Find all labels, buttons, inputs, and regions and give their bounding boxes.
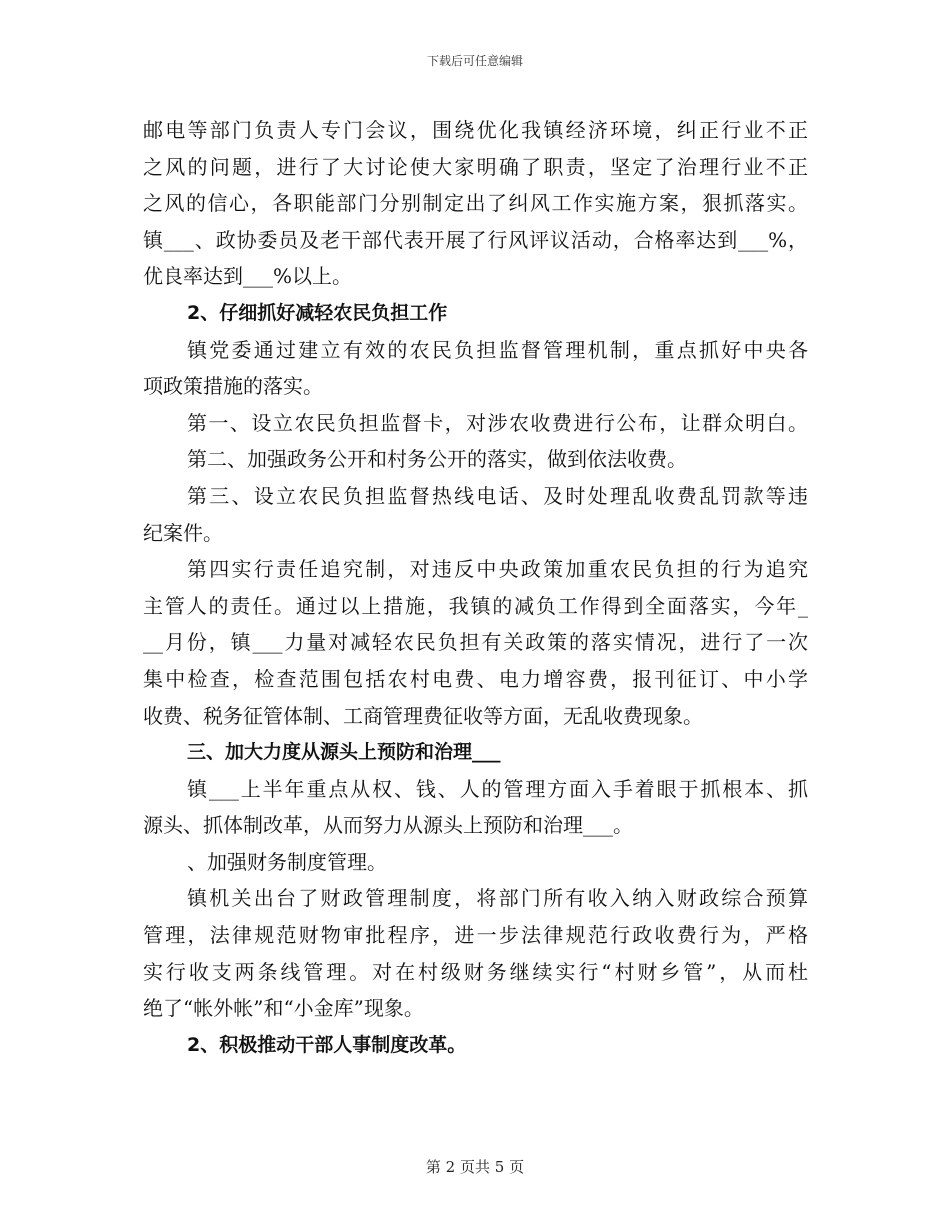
body-line: 源头、抓体制改革，从而努力从源头上预防和治理___。 [143, 813, 633, 838]
body-line: 第四实行责任追究制，对违反中央政策加重农民负担的行为追究 [187, 557, 808, 582]
section-heading: 2、仔细抓好减轻农民负担工作 [187, 301, 448, 324]
body-line: 集中检查，检查范围包括农村电费、电力增容费，报刊征订、中小学 [143, 666, 808, 691]
body-line: 镇___、政协委员及老干部代表开展了行风评议活动，合格率达到___%， [143, 227, 808, 252]
section-heading: 2、积极推动干部人事制度改革。 [187, 1033, 467, 1056]
page-header: 下载后可任意编辑 [426, 54, 523, 68]
body-line: 主管人的责任。通过以上措施，我镇的减负工作得到全面落实，今年_ [143, 593, 808, 618]
body-line: 镇机关出台了财政管理制度，将部门所有收入纳入财政综合预算 [187, 886, 808, 911]
body-line: 镇党委通过建立有效的农民负担监督管理机制，重点抓好中央各 [187, 337, 808, 362]
body-line: 第二、加强政务公开和村务公开的落实，做到依法收费。 [187, 447, 687, 472]
body-line: 收费、税务征管体制、工商管理费征收等方面，无乱收费现象。 [143, 703, 703, 728]
body-line: 之风的信心，各职能部门分别制定出了纠风工作实施方案，狠抓落实。 [143, 191, 808, 216]
body-line: 优良率达到___%以上。 [143, 264, 353, 289]
body-line: 、加强财务制度管理。 [187, 849, 387, 874]
body-line: 项政策措施的落实。 [143, 374, 323, 399]
section-heading: 三、加大力度从源头上预防和治理___ [187, 741, 501, 764]
body-line: 邮电等部门负责人专门会议，围绕优化我镇经济环境，纠正行业不正 [143, 118, 808, 142]
body-line: 绝了“帐外帐”和“小金库”现象。 [143, 996, 424, 1021]
body-line: 第一、设立农民负担监督卡，对涉农收费进行公布，让群众明白。 [187, 410, 808, 435]
body-line: 第三、设立农民负担监督热线电话、及时处理乱收费乱罚款等违 [187, 483, 808, 508]
body-line: 之风的问题，进行了大讨论使大家明确了职责，坚定了治理行业不正 [143, 154, 808, 179]
page-footer: 第 2 页共 5 页 [425, 1158, 525, 1176]
body-line: 纪案件。 [143, 520, 223, 545]
body-line: __月份，镇___力量对减轻农民负担有关政策的落实情况，进行了一次 [143, 630, 808, 655]
document-body [143, 112, 808, 1063]
body-line: 实行收支两条线管理。对在村级财务继续实行“村财乡管”，从而杜 [143, 959, 808, 984]
body-line: 镇___上半年重点从权、钱、人的管理方面入手着眼于抓根本、抓 [187, 776, 808, 801]
body-line: 管理，法律规范财物审批程序，进一步法律规范行政收费行为，严格 [143, 923, 808, 948]
